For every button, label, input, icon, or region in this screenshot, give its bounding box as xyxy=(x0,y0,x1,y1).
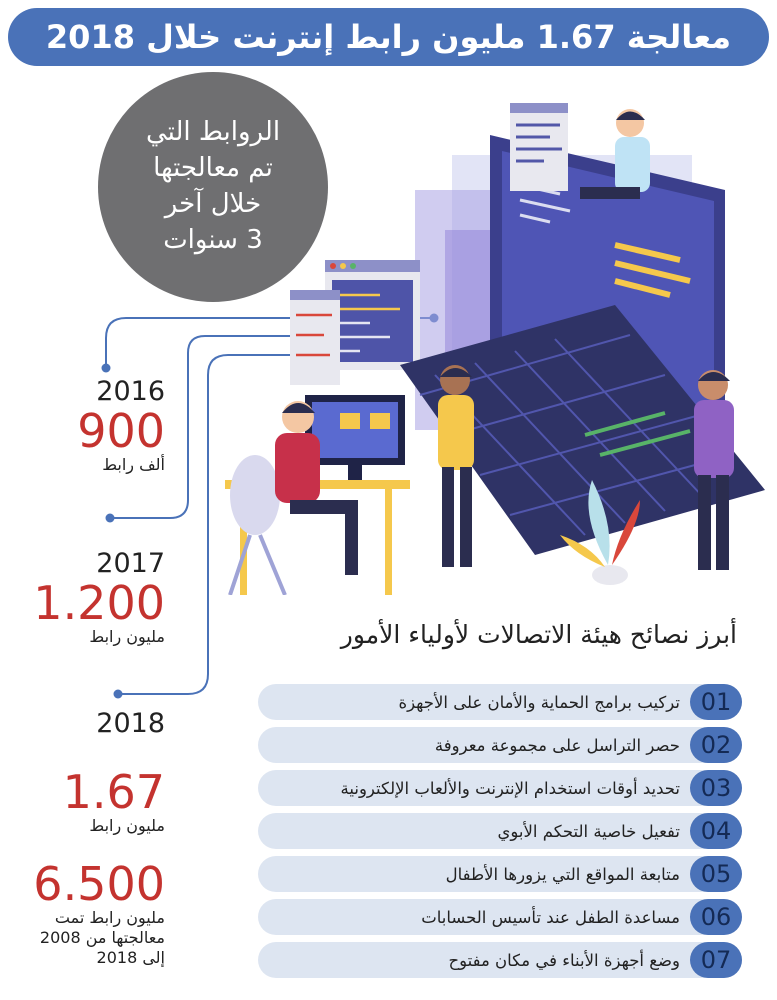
circle-line: خلال آخر xyxy=(164,189,262,219)
tip-label: تفعيل خاصية التحكم الأبوي xyxy=(497,821,680,841)
tip-item xyxy=(258,727,742,763)
chair xyxy=(230,455,280,535)
developers-working-on-code-illustration xyxy=(220,95,775,595)
stat-unit-line: إلى 2018 xyxy=(96,948,165,968)
tip-label: متابعة المواقع التي يزورها الأطفال xyxy=(445,864,680,884)
tip-number: 07 xyxy=(690,942,742,978)
person-body xyxy=(694,400,734,478)
tip-number: 04 xyxy=(690,813,742,849)
stat-value: 1.67 xyxy=(62,765,165,819)
stat-2016 xyxy=(77,376,165,475)
code-window xyxy=(290,290,340,385)
tip-label: تحديد أوقات استخدام الإنترنت والألعاب الإلكترونية xyxy=(340,778,680,798)
stat-value: 900 xyxy=(77,404,165,458)
code-window xyxy=(510,103,568,191)
circle-line: تم معالجتها xyxy=(153,153,273,184)
stat-year: 2016 xyxy=(96,376,165,407)
tip-number: 05 xyxy=(690,856,742,892)
tip-item xyxy=(258,813,742,849)
stat-unit-line: معالجتها من 2008 xyxy=(39,928,165,948)
stat-year: 2018 xyxy=(96,708,165,739)
stat-year: 2017 xyxy=(96,548,165,579)
stat-unit: مليون رابط xyxy=(89,627,165,647)
tip-label: حصر التراسل على مجموعة معروفة xyxy=(434,735,680,755)
tip-number: 06 xyxy=(690,899,742,935)
person-body xyxy=(615,137,650,192)
circle-line: 3 سنوات xyxy=(163,224,263,255)
tip-item xyxy=(258,899,742,935)
tip-label: وضع أجهزة الأبناء في مكان مفتوح xyxy=(448,950,680,970)
person-body xyxy=(438,395,474,470)
stat-2018 xyxy=(62,765,165,836)
tip-label: مساعدة الطفل عند تأسيس الحسابات xyxy=(421,907,680,927)
stat-total xyxy=(33,857,165,968)
stat-unit-line: مليون رابط تمت xyxy=(54,908,165,928)
tip-item xyxy=(258,770,742,806)
tip-item xyxy=(258,856,742,892)
connector-dot xyxy=(106,514,115,523)
tip-number: 03 xyxy=(690,770,742,806)
stat-2017 xyxy=(33,548,165,647)
circle-line: الروابط التي xyxy=(145,117,281,148)
stat-unit: مليون رابط xyxy=(89,816,165,836)
person-body xyxy=(275,433,320,503)
stat-unit: ألف رابط xyxy=(102,455,165,475)
connector-dot xyxy=(114,690,123,699)
tip-item xyxy=(258,684,742,720)
tip-number: 01 xyxy=(690,684,742,720)
plant-pot xyxy=(592,565,628,585)
tip-label: تركيب برامج الحماية والأمان على الأجهزة xyxy=(398,692,680,712)
stat-2018-year xyxy=(96,708,165,739)
stat-value: 1.200 xyxy=(33,576,165,630)
page-title: معالجة 1.67 مليون رابط إنترنت خلال 2018 xyxy=(45,18,732,56)
tip-number: 02 xyxy=(690,727,742,763)
stat-value: 6.500 xyxy=(33,857,165,911)
connector-dot xyxy=(102,364,111,373)
tips-heading: أبرز نصائح هيئة الاتصالات لأولياء الأمور xyxy=(340,620,737,649)
tip-item xyxy=(258,942,742,978)
